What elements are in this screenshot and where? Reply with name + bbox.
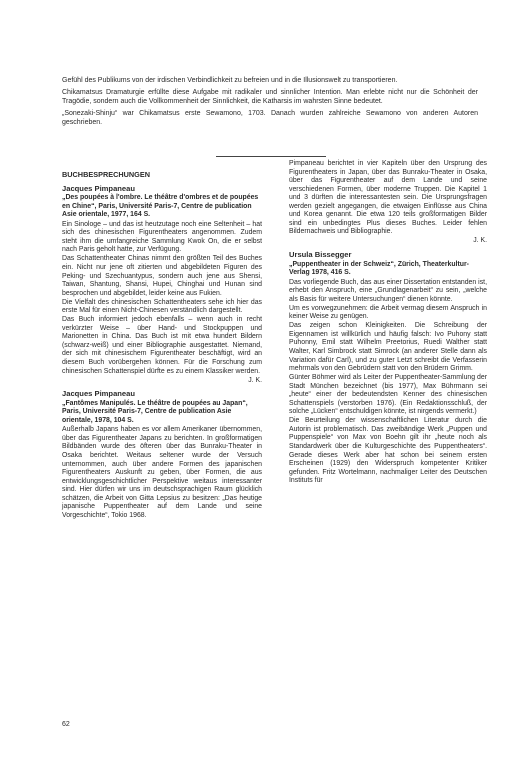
review-2	[62, 390, 262, 520]
review-book-title: „Fantômes Manipulés. Le théâtre de poupées au Japan“, Paris, Université Paris-7, Centre de publication Asie orientale, 1978, 104 S.	[62, 399, 248, 424]
review-paragraph: Die Vielfalt des chinesischen Schattentheaters sehe ich hier das erste Mal für einen Nicht-Chinesen verständlich dargestellt.	[62, 298, 262, 315]
review-paragraph: Die Beurteilung der wissenschaftlichen Literatur durch die Autorin ist problematisch. Das zweibändige Werk „Puppen und Puppenspiele“ von Max von Boehn gilt ihr „heute noch als Standardwerk über die Kulturgeschichte des Puppentheaters“. Gerade dieses Werk aber hat schon bei seinem ersten Erscheinen (1929) den Widerspruch kompetenter Kritiker gefunden. Fritz Wortelmann, nachmaliger Leiter des Deutschen Instituts für	[289, 417, 487, 485]
review-2-continued	[289, 160, 487, 246]
review-3	[289, 251, 487, 486]
review-author: Ursula Bissegger	[289, 249, 352, 259]
review-paragraph: Außerhalb Japans haben es vor allem Amerikaner übernommen, über das Figurentheater Japans zu berichten. In großformatigen Bildbänden wurde des öfteren über das Bunraku-Theater in Osaka berichtet. Weitaus seltener wurde der Versuch unternommen, auch über andere Formen des japanischen Figurentheaters Auskunft zu geben, über Formen, die aus entwicklungsgeschichtlicher Perspektive weitaus interessanter sind. Hier dürfen wir uns im deutschsprachigen Raum glücklich schätzen, die Arbeit von Gitta Lepsius zu besitzen: „Das heutige japanische Puppentheater auf dem Lande und seine Vorgeschichte“, Tokio 1968.	[62, 426, 262, 519]
review-paragraph: Um es vorwegzunehmen: die Arbeit vermag diesem Anspruch in keiner Weise zu genügen.	[289, 304, 487, 321]
section-divider	[216, 156, 326, 157]
review-paragraph: Das vorliegende Buch, das aus einer Dissertation entstanden ist, erhebt den Anspruch, eine „Grundlagenarbeit“ zu sein, „welche als Basis für weitere Untersuchungen“ dienen könnte.	[289, 278, 487, 303]
review-paragraph: Ein Sinologe – und das ist heutzutage noch eine Seltenheit – hat sich des chinesischen Figurentheaters angenommen. Zudem steht ihm die umfangreiche Sammlung Kwok On, die er selbst nach Paris geholt hatte, zur Verfügung.	[62, 220, 262, 254]
right-column	[289, 160, 487, 491]
intro-paragraph: Gefühl des Publikums von der irdischen Verbindlichkeit zu befreien und in die Illusionswelt zu transportieren.	[62, 77, 398, 84]
left-column	[62, 171, 262, 525]
review-author: Jacques Pimpaneau	[62, 389, 136, 399]
review-book-title: „Puppentheater in der Schweiz“, Zürich, Theaterkultur-Verlag 1978, 416 S.	[289, 260, 469, 277]
review-author: Jacques Pimpaneau	[62, 183, 136, 193]
review-paragraph: Pimpaneau berichtet in vier Kapiteln über den Ursprung des Figurentheaters in Japan, über das Bunraku-Theater in Osaka, über das Figurentheater auf dem Lande und seine verschiedenen Formen, über moderne Truppen. Die Kapitel 1 und 3 dürften die interessantesten sein. Die Ursprungsfragen werden gezielt angegangen, die etwaigen Einflüsse aus China und Korea genannt. Die etwa 120 teils großformatigen Bilder sind ein unbedingtes Plus dieses Buches. Leider fehlen Bildernachweis und Bibliographie.	[289, 160, 487, 236]
review-paragraph: Günter Böhmer wird als Leiter der Puppentheater-Sammlung der Stadt München bezeichnet (bis 1977), Max Bührmann sei „heute“ einer der bedeutendsten Kenner des chinesischen Schattenspiels (verstorben 1976). (Ein Redaktionsschluß, der solche „Lücken“ entschuldigen könnte, ist nirgends vermerkt.)	[289, 374, 487, 416]
review-signature: J. K.	[248, 376, 262, 384]
page-number: 62	[62, 721, 70, 728]
intro-paragraph: „Sonezaki-Shinju“ war Chikamatsus erste Sewamono, 1703. Danach wurden zahlreiche Sewamono von anderen Autoren geschrieben.	[62, 110, 478, 127]
intro-paragraph: Chikamatsus Dramaturgie erfüllte diese Aufgabe mit radikaler und sinnlicher Intention. Man erlebte nicht nur die Schönheit der Tragödie, sondern auch die Vollkommenheit der Sinnlichkeit, die Katharsis im wahrsten Sinne bedeutet.	[62, 89, 478, 106]
review-paragraph: Das zeigen schon Kleinigkeiten. Die Schreibung der Eigennamen ist willkürlich und häufig falsch: Ivo Puhony statt Puhonny, Emil statt Wilhelm Preetorius, Ruedi Walther statt Walter, Karl Simbrock statt Simrock (an anderer Stelle dann als Variation dafür Carl), und zu guter Letzt schreibt die Verfasserin mehrmals von den Gebrüdern statt von den Brüdern Grimm.	[289, 322, 487, 373]
review-paragraph: Das Schattentheater Chinas nimmt den größten Teil des Buches ein. Nicht nur jene oft zitierten und abgebildeten Figuren des Peking- und Szechuantypus, sondern auch jene aus Shensi, Taiwan, Shantung, Shansi, Hupei, Chinghai und Hunan sind besprochen und abgebildet, leider keine aus Fukien.	[62, 255, 262, 297]
intro-text	[62, 76, 478, 130]
review-signature: J. K.	[473, 237, 487, 245]
review-paragraph: Das Buch informiert jedoch ebenfalls – wenn auch in recht verkürzter Weise – über Hand- und Stockpuppen und Marionetten in China. Das Buch ist mit etwa hundert Bildern (schwarz-weiß) und einer Bibliographie ausgestattet. Niemand, der sich mit chinesischem Figurentheater beschäftigt, wird an diesem Buch vorübergehen können. Für die Forschung zum chinesischen Schattenspiel dürfte es zu einem Klassiker werden.	[62, 316, 262, 375]
review-book-title: „Des poupées à l'ombre. Le théâtre d'ombres et de poupées en Chine“, Paris, Université Paris-7, Centre de publication Asie orientale, 1977, 164 S.	[62, 194, 259, 219]
review-1	[62, 185, 262, 386]
section-heading: BUCHBESPRECHUNGEN	[62, 170, 150, 179]
